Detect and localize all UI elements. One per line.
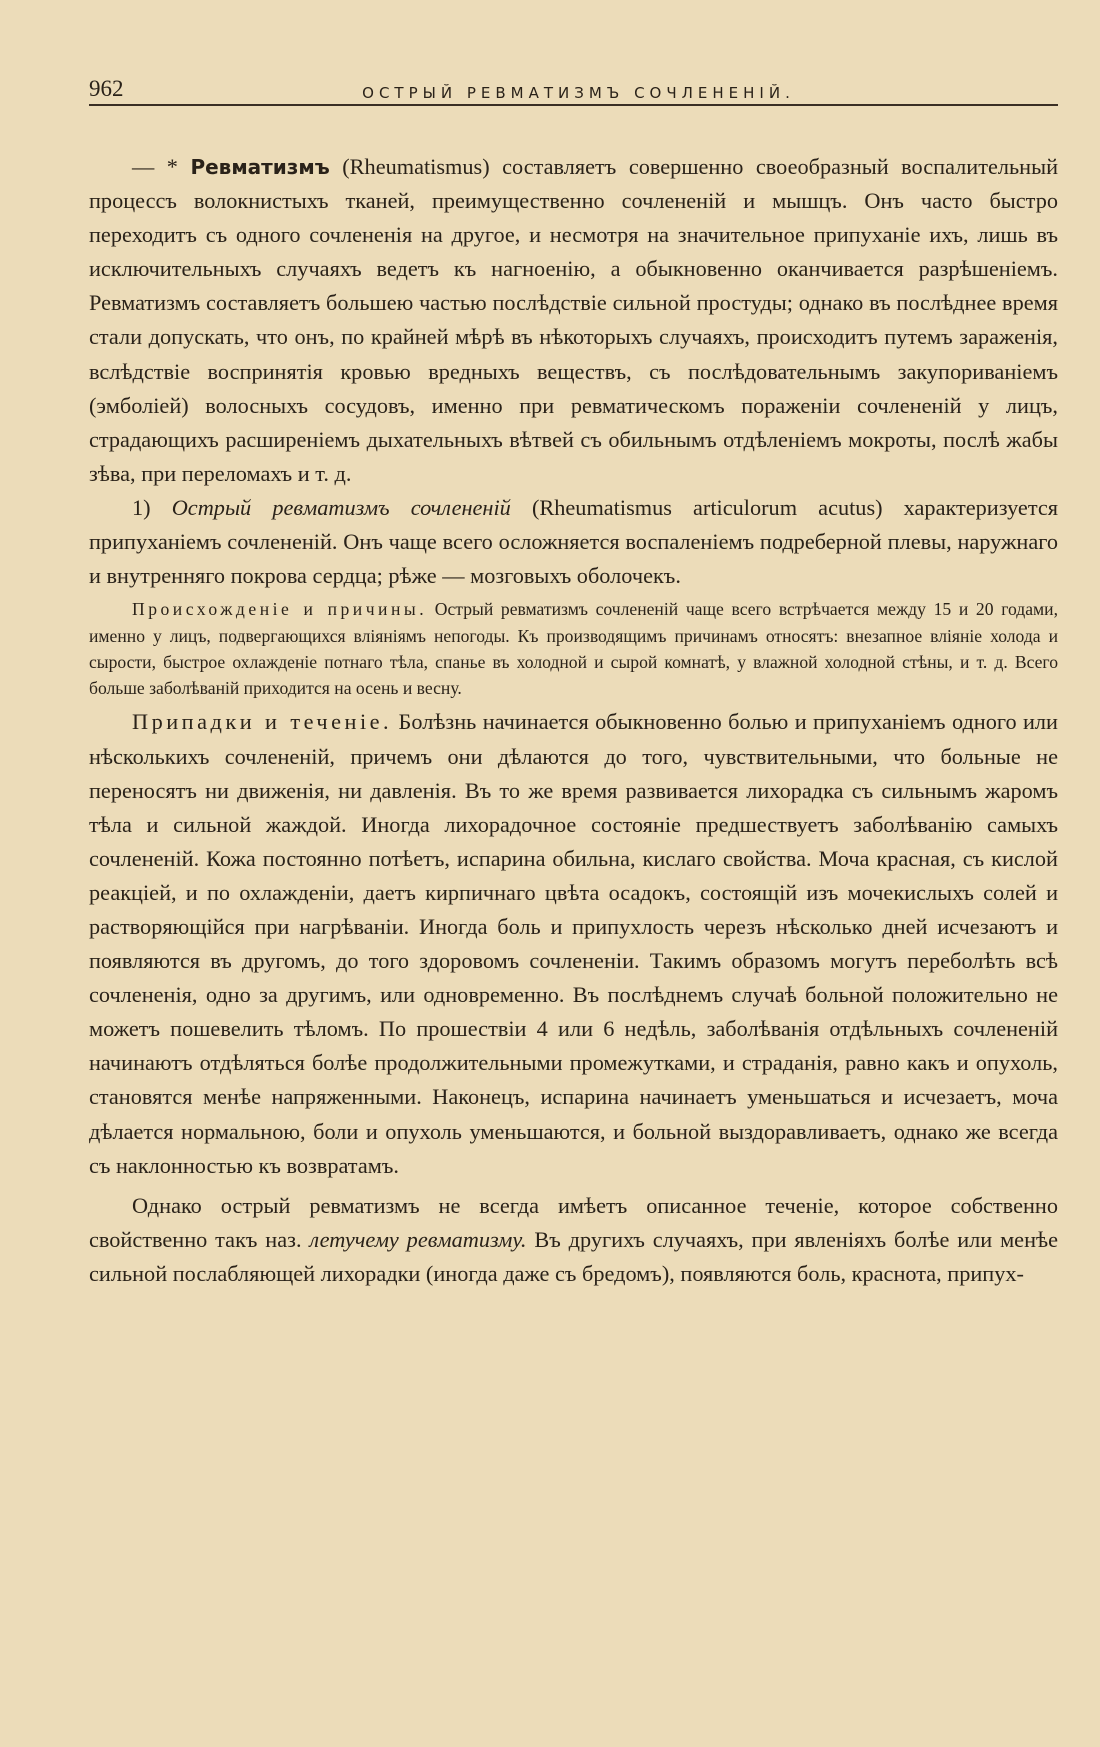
- paragraph-acute-rheumatism: [89, 491, 1058, 593]
- paragraph-text: Острый ревматизмъ сочлененій чаще всего встрѣчается между 15 и 20 годами, именно у лицъ, подвергающихся вліяніямъ непогоды. Къ производящимъ причинамъ относятъ: внезапное вліяніе холода и сырости, быстрое охлажденіе потнаго тѣла, спанье въ холодной и сырой комнатѣ, у влажной холодной стѣны, и т. д. Всего больше заболѣваній приходится на осень и весну.: [89, 599, 1058, 699]
- paragraph-text: Въ другихъ случаяхъ, при явленіяхъ болѣе или менѣе сильной послабляющей лихорадки (иногда даже съ бредомъ), появляются боль, краснота, припух-: [89, 1226, 1059, 1286]
- paragraph-text: (Rheumatismus articulorum acutus) характеризуется припуханіемъ сочлененій. Онъ чаще всего осложняется воспаленіемъ подреберной плевы, наружнаго и внутренняго покрова сердца; рѣже — мозговыхъ оболочекъ.: [89, 494, 1058, 589]
- running-head: [89, 66, 1058, 106]
- paragraph-flying-rheumatism: [89, 1189, 1058, 1291]
- subheading-origin-causes: Происхожденіе и причины.: [132, 599, 428, 620]
- paragraph-text: Однако острый ревматизмъ не всегда имѣетъ описанное теченіе, которое собственно свойственно такъ наз.: [89, 1192, 1058, 1252]
- subheading-symptoms-course: Припадки и теченіе.: [132, 709, 393, 735]
- running-title: ОСТРЫЙ РЕВМАТИЗМЪ СОЧЛЕНЕНІЙ.: [362, 84, 795, 102]
- body-text: [89, 150, 1058, 1291]
- term-flying-rheumatism: летучему ревматизму.: [309, 1226, 527, 1252]
- paragraph-text: Болѣзнь начинается обыкновенно болью и припуханіемъ одного или нѣсколькихъ сочлененій, причемъ они дѣлаются до того, чувствительными, что больные не переносятъ ни движенія, ни давленія. Въ то же время развивается лихорадка съ сильнымъ жаромъ тѣла и сильной жаждой. Иногда лихорадочное состояніе предшествуетъ заболѣванію самыхъ сочлененій. Кожа постоянно потѣетъ, испарина обильна, кислаго свойства. Моча красная, съ кислой реакціей, и по охлажденіи, даетъ кирпичнаго цвѣта осадокъ, состоящій изъ мочекислыхъ солей и растворяющійся при нагрѣваніи. Иногда боль и припухлость черезъ нѣсколько дней исчезаютъ и появляются въ другомъ, до того здоровомъ сочлененіи. Такимъ образомъ могутъ переболѣть всѣ сочлененія, одно за другимъ, или одновременно. Въ послѣднемъ случаѣ больной положительно не можетъ пошевелить тѣломъ. По прошествіи 4 или 6 недѣль, заболѣванія отдѣльныхъ сочлененій начинаютъ отдѣляться болѣе продолжительными промежутками, и страданія, равно какъ и опухоль, становятся менѣе напряженными. Наконецъ, испарина начинаетъ уменьшаться и исчезаетъ, моча дѣлается нормальною, боли и опухоль уменьшаются, и больной выздоравливаетъ, однако же всегда съ наклонностью къ возвратамъ.: [89, 709, 1058, 1178]
- term-acute-rheumatism: Острый ревматизмъ сочлененій: [171, 494, 511, 520]
- paragraph-lead-mark: — *: [132, 154, 191, 179]
- page-number: 962: [89, 76, 124, 101]
- paragraph-symptoms-course: [89, 705, 1058, 1182]
- paragraph-origin-causes: [89, 596, 1058, 701]
- section-number: 1): [132, 494, 172, 520]
- paragraph-rheumatism-intro: [89, 150, 1058, 491]
- paragraph-text: (Rheumatismus) составляетъ совершенно своеобразный воспалительный процессъ волокнистыхъ тканей, преимущественно сочлененій и мышцъ. Онъ часто быстро переходитъ съ одного сочлененія на другое, и несмотря на значительное припуханіе ихъ, лишь въ исключительныхъ случаяхъ ведетъ къ нагноенію, а обыкновенно оканчивается разрѣшеніемъ. Ревматизмъ составляетъ большею частью послѣдствіе сильной простуды; однако въ послѣднее время стали допускать, что онъ, по крайней мѣрѣ въ нѣкоторыхъ случаяхъ, происходитъ путемъ зараженія, вслѣдствіе воспринятія кровью вредныхъ веществъ, съ послѣдовательнымъ закупориваніемъ (эмболіей) волосныхъ сосудовъ, именно при ревматическомъ пораженіи сочлененій у лицъ, страдающихъ расширеніемъ дыхательныхъ вѣтвей съ обильнымъ отдѣленіемъ мокроты, послѣ жабы зѣва, при переломахъ и т. д.: [89, 154, 1058, 486]
- term-rheumatism: Ревматизмъ: [190, 155, 330, 179]
